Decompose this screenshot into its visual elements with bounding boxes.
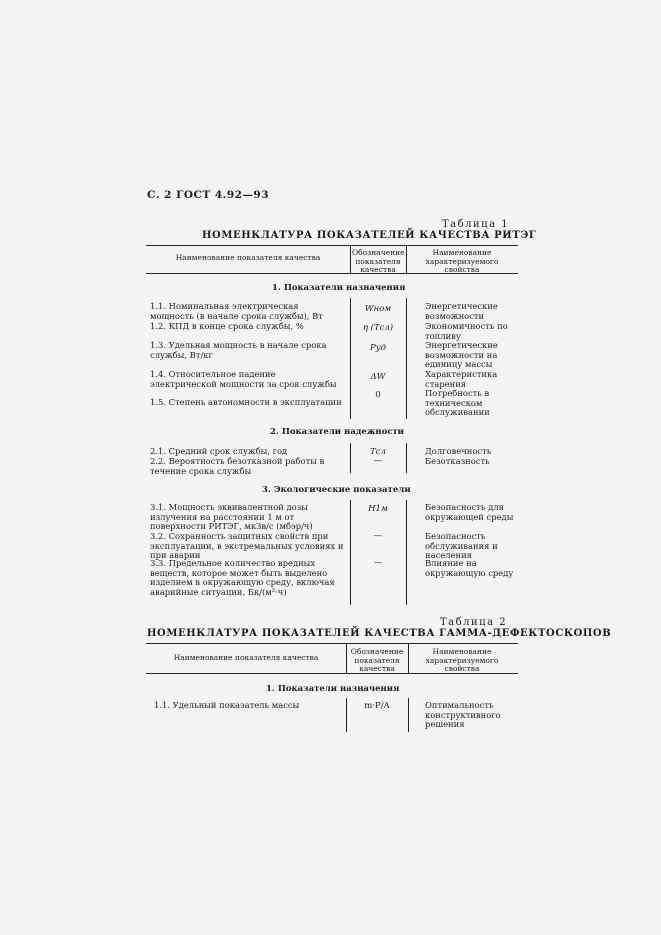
table2-col-divider	[346, 698, 347, 732]
table1-row-3-1-name: 3.1. Мощность эквивалентной дозы излучения на расстоянии 1 м от поверхности РИТЭГ, мкЗв/с (мбэр/ч)	[150, 502, 313, 532]
table2-row-1-1-name: 1.1. Удельный показатель массы	[154, 700, 300, 710]
table1-col-property-header: Наименование характеризуемого свойства	[425, 248, 499, 274]
table1-row-2-1-symbol: Тсл	[370, 447, 386, 457]
table1-row-1-2-property: Экономичность по топливу	[425, 321, 508, 341]
table1-row-2-2-symbol: —	[373, 456, 383, 466]
table1-top-rule	[146, 245, 518, 246]
table1-col-divider	[406, 245, 407, 273]
table1-row-1-5-name: 1.5. Степень автономности в эксплуатации	[150, 397, 342, 407]
table1-col-symbol-header: Обозначение показателя качества	[352, 248, 405, 274]
table1-row-3-3-symbol: —	[373, 558, 383, 568]
table1-col-divider	[350, 298, 351, 419]
table1-row-2-1-name: 2.1. Средний срок службы, год	[150, 446, 288, 456]
table1-row-3-2-symbol: —	[373, 531, 383, 541]
table1-row-2-1-property: Долговечность	[425, 446, 492, 456]
table1-row-1-5-property: Потребность в техническом обслуживании	[425, 388, 490, 418]
page-header: С. 2 ГОСТ 4.92—93	[147, 189, 270, 201]
table1-title: НОМЕНКЛАТУРА ПОКАЗАТЕЛЕЙ КАЧЕСТВА РИТЭГ	[202, 230, 537, 241]
table1-row-3-3-property: Влияние на окружающую среду	[425, 558, 514, 578]
table1-row-3-3-name: 3.3. Предельное количество вредных веществ, которое может быть выделено изделием в окружающую среду, включая аварийные ситуации, Бк/(м²·ч)	[150, 558, 335, 597]
table2-title: НОМЕНКЛАТУРА ПОКАЗАТЕЛЕЙ КАЧЕСТВА ГАММА-ДЕФЕКТОСКОПОВ	[147, 628, 612, 639]
table1-row-1-4-name: 1.4. Относительное падение электрической мощности за срок службы	[150, 369, 337, 389]
table2-row-1-1-symbol: m·P/A	[364, 701, 390, 711]
table1-row-3-1-property: Безопасность для окружающей среды	[425, 502, 514, 522]
table1-row-1-1-property: Энергетические возможности	[425, 301, 498, 321]
table1-row-1-3-property: Энергетические возможности на единицу массы	[425, 340, 498, 370]
table2-row-1-1-property: Оптимальность конструктивного решения	[425, 700, 501, 730]
table2-caption: Таблица 2	[440, 617, 508, 628]
table1-row-1-2-symbol: η (Тсл)	[362, 323, 394, 333]
table1-row-3-2-property: Безопасность обслуживания и населения	[425, 531, 498, 561]
table1-col-name-header: Наименование показателя качества	[175, 253, 321, 262]
table1-section-3: 3. Экологические показатели	[262, 485, 411, 495]
table1-row-1-3-name: 1.3. Удельная мощность в начале срока службы, Вт/кг	[150, 340, 327, 360]
table1-col-divider	[406, 298, 407, 419]
table1-section-1: 1. Показатели назначения	[272, 283, 406, 293]
table2-col-name-header: Наименование показателя качества	[173, 653, 319, 662]
table1-row-1-3-symbol: Руд	[369, 343, 387, 353]
table1-row-2-2-name: 2.2. Вероятность безотказной работы в течение срока службы	[150, 456, 325, 476]
table1-row-1-5-symbol: 0	[375, 390, 381, 400]
table2-col-divider	[408, 698, 409, 732]
table2-col-symbol-header: Обозначение показателя качества	[350, 647, 404, 673]
table2-col-divider	[408, 643, 409, 673]
table2-section-1: 1. Показатели назначения	[266, 684, 400, 694]
table1-row-1-4-property: Характеристика старения	[425, 369, 498, 389]
table1-col-divider	[350, 245, 351, 273]
table2-col-property-header: Наименование характеризуемого свойства	[425, 647, 499, 673]
table1-col-divider	[350, 500, 351, 605]
table1-row-2-2-property: Безотказность	[425, 456, 490, 466]
table1-row-3-2-name: 3.2. Сохранность защитных свойств при эксплуатации, в экстремальных условиях и при аварии	[150, 531, 344, 561]
table2-col-divider	[346, 643, 347, 673]
table1-row-1-2-name: 1.2. КПД в конце срока службы, %	[150, 321, 304, 331]
table1-section-2: 2. Показатели надежности	[270, 427, 405, 437]
table1-row-1-4-symbol: ΔW	[370, 372, 386, 382]
table1-caption: Таблица 1	[442, 219, 510, 230]
table1-row-3-1-symbol: Н1м	[368, 504, 388, 514]
table1-row-1-1-name: 1.1. Номинальная электрическая мощность (в начале срока службы), Вт	[150, 301, 323, 321]
table1-col-divider	[406, 500, 407, 605]
table1-row-1-1-symbol: Wном	[364, 304, 392, 314]
table2-top-rule	[146, 643, 518, 644]
